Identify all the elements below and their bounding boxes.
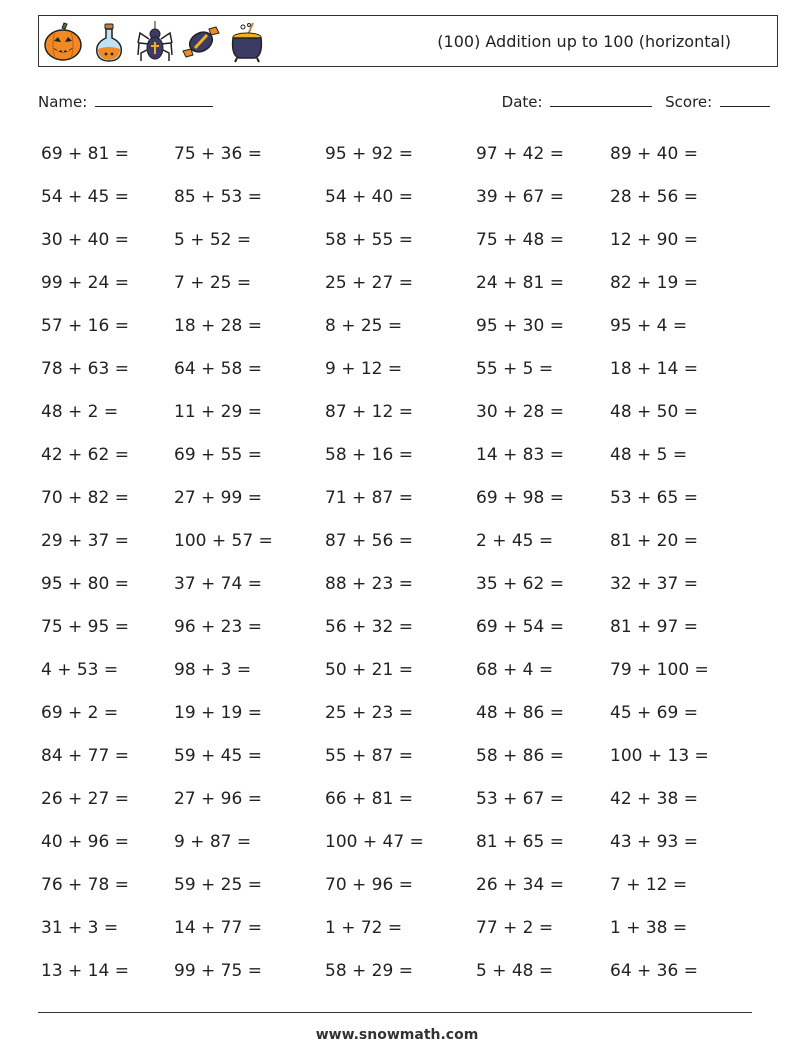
addition-problem: 98 + 3 =: [174, 660, 252, 680]
addition-problem: 81 + 65 =: [476, 832, 564, 852]
addition-problem: 19 + 19 =: [174, 703, 262, 723]
addition-problem: 55 + 5 =: [476, 359, 554, 379]
addition-problem: 12 + 90 =: [610, 230, 698, 250]
addition-problem: 64 + 58 =: [174, 359, 262, 379]
date-score-fields: [502, 92, 770, 111]
addition-problem: 59 + 25 =: [174, 875, 262, 895]
addition-problem: 39 + 67 =: [476, 187, 564, 207]
addition-problem: 59 + 45 =: [174, 746, 262, 766]
addition-problem: 24 + 81 =: [476, 273, 564, 293]
addition-problem: 37 + 74 =: [174, 574, 262, 594]
student-info-row: [38, 92, 770, 116]
addition-problem: 7 + 25 =: [174, 273, 252, 293]
addition-problem: 78 + 63 =: [41, 359, 129, 379]
addition-problem: 69 + 81 =: [41, 144, 129, 164]
addition-problem: 81 + 20 =: [610, 531, 698, 551]
addition-problem: 69 + 98 =: [476, 488, 564, 508]
date-label: Date:: [501, 93, 543, 111]
potion-bottle-icon: [89, 21, 129, 63]
addition-problem: 1 + 72 =: [325, 918, 403, 938]
addition-problem: 64 + 36 =: [610, 961, 698, 981]
addition-problem: 31 + 3 =: [41, 918, 119, 938]
name-field[interactable]: [38, 92, 213, 111]
addition-problem: 87 + 56 =: [325, 531, 413, 551]
addition-problem: 26 + 34 =: [476, 875, 564, 895]
addition-problem: 11 + 29 =: [174, 402, 262, 422]
cauldron-icon: [227, 21, 267, 63]
addition-problem: 14 + 77 =: [174, 918, 262, 938]
addition-problem: 75 + 48 =: [476, 230, 564, 250]
addition-problem: 40 + 96 =: [41, 832, 129, 852]
addition-problem: 53 + 67 =: [476, 789, 564, 809]
spider-icon: [135, 21, 175, 63]
score-blank[interactable]: [720, 92, 770, 107]
addition-problem: 75 + 36 =: [174, 144, 262, 164]
addition-problem: 87 + 12 =: [325, 402, 413, 422]
addition-problem: 32 + 37 =: [610, 574, 698, 594]
worksheet-title: (100) Addition up to 100 (horizontal): [437, 32, 731, 51]
addition-problem: 48 + 5 =: [610, 445, 688, 465]
addition-problem: 58 + 29 =: [325, 961, 413, 981]
addition-problem: 1 + 38 =: [610, 918, 688, 938]
addition-problem: 5 + 52 =: [174, 230, 252, 250]
addition-problem: 4 + 53 =: [41, 660, 119, 680]
addition-problem: 50 + 21 =: [325, 660, 413, 680]
addition-problem: 30 + 40 =: [41, 230, 129, 250]
addition-problem: 27 + 99 =: [174, 488, 262, 508]
footer-divider: [38, 1012, 752, 1013]
addition-problem: 5 + 48 =: [476, 961, 554, 981]
addition-problem: 45 + 69 =: [610, 703, 698, 723]
addition-problem: 75 + 95 =: [41, 617, 129, 637]
addition-problem: 66 + 81 =: [325, 789, 413, 809]
addition-problem: 18 + 14 =: [610, 359, 698, 379]
addition-problem: 100 + 57 =: [174, 531, 273, 551]
addition-problem: 95 + 92 =: [325, 144, 413, 164]
addition-problem: 28 + 56 =: [610, 187, 698, 207]
addition-problem: 8 + 25 =: [325, 316, 403, 336]
addition-problem: 30 + 28 =: [476, 402, 564, 422]
name-blank[interactable]: [95, 92, 213, 107]
addition-problem: 84 + 77 =: [41, 746, 129, 766]
addition-problem: 48 + 2 =: [41, 402, 119, 422]
score-label: Score:: [665, 93, 713, 111]
addition-problem: 25 + 23 =: [325, 703, 413, 723]
addition-problem: 89 + 40 =: [610, 144, 698, 164]
addition-problem: 100 + 47 =: [325, 832, 424, 852]
addition-problem: 85 + 53 =: [174, 187, 262, 207]
addition-problem: 58 + 16 =: [325, 445, 413, 465]
addition-problem: 27 + 96 =: [174, 789, 262, 809]
addition-problem: 2 + 45 =: [476, 531, 554, 551]
footer-url: www.snowmath.com: [315, 1027, 479, 1043]
addition-problem: 55 + 87 =: [325, 746, 413, 766]
addition-problem: 26 + 27 =: [41, 789, 129, 809]
addition-problem: 99 + 75 =: [174, 961, 262, 981]
addition-problem: 95 + 80 =: [41, 574, 129, 594]
addition-problem: 7 + 12 =: [610, 875, 688, 895]
addition-problem: 100 + 13 =: [610, 746, 709, 766]
addition-problem: 54 + 45 =: [41, 187, 129, 207]
addition-problem: 29 + 37 =: [41, 531, 129, 551]
addition-problem: 70 + 82 =: [41, 488, 129, 508]
addition-problem: 82 + 19 =: [610, 273, 698, 293]
addition-problem: 14 + 83 =: [476, 445, 564, 465]
addition-problem: 58 + 55 =: [325, 230, 413, 250]
addition-problem: 57 + 16 =: [41, 316, 129, 336]
addition-problem: 76 + 78 =: [41, 875, 129, 895]
addition-problem: 96 + 23 =: [174, 617, 262, 637]
addition-problem: 95 + 4 =: [610, 316, 688, 336]
addition-problem: 69 + 55 =: [174, 445, 262, 465]
addition-problem: 35 + 62 =: [476, 574, 564, 594]
addition-problem: 53 + 65 =: [610, 488, 698, 508]
pumpkin-icon: [43, 21, 83, 63]
addition-problem: 95 + 30 =: [476, 316, 564, 336]
candy-icon: [181, 21, 221, 63]
icon-strip: [43, 20, 267, 64]
addition-problem: 79 + 100 =: [610, 660, 709, 680]
addition-problem: 58 + 86 =: [476, 746, 564, 766]
addition-problem: 99 + 24 =: [41, 273, 129, 293]
addition-problem: 18 + 28 =: [174, 316, 262, 336]
addition-problem: 81 + 97 =: [610, 617, 698, 637]
addition-problem: 25 + 27 =: [325, 273, 413, 293]
addition-problem: 48 + 50 =: [610, 402, 698, 422]
addition-problem: 9 + 12 =: [325, 359, 403, 379]
addition-problem: 69 + 54 =: [476, 617, 564, 637]
addition-problem: 42 + 38 =: [610, 789, 698, 809]
addition-problem: 69 + 2 =: [41, 703, 119, 723]
addition-problem: 88 + 23 =: [325, 574, 413, 594]
addition-problem: 13 + 14 =: [41, 961, 129, 981]
worksheet-header: [38, 15, 778, 67]
addition-problem: 77 + 2 =: [476, 918, 554, 938]
addition-problem: 71 + 87 =: [325, 488, 413, 508]
addition-problem: 43 + 93 =: [610, 832, 698, 852]
name-label: Name:: [38, 93, 88, 111]
date-blank[interactable]: [550, 92, 652, 107]
addition-problem: 70 + 96 =: [325, 875, 413, 895]
addition-problem: 42 + 62 =: [41, 445, 129, 465]
addition-problem: 9 + 87 =: [174, 832, 252, 852]
addition-problem: 56 + 32 =: [325, 617, 413, 637]
addition-problem: 54 + 40 =: [325, 187, 413, 207]
addition-problem: 68 + 4 =: [476, 660, 554, 680]
addition-problem: 97 + 42 =: [476, 144, 564, 164]
addition-problem: 48 + 86 =: [476, 703, 564, 723]
